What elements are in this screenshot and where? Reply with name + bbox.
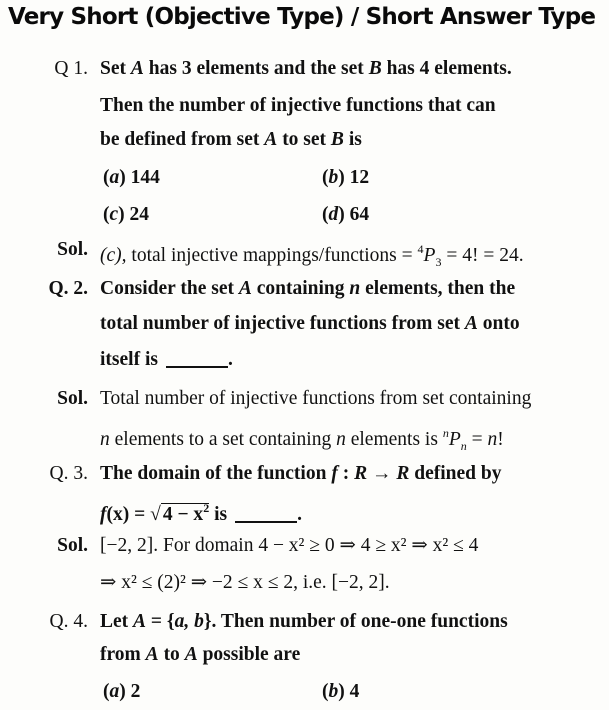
option-b: (b) 4: [322, 681, 360, 702]
q2-label: Q. 2.: [48, 278, 88, 299]
text: has 4 elements.: [381, 58, 512, 79]
answer-blank: [235, 505, 297, 523]
text: total injective mappings/functions =: [131, 245, 418, 266]
text: (c),: [100, 245, 127, 266]
text: B: [368, 58, 382, 79]
text: B: [330, 129, 344, 150]
option-a: (a) 2: [103, 681, 141, 702]
sol-label: Sol.: [57, 535, 88, 556]
answer-blank: [166, 350, 228, 368]
text: to set: [277, 129, 331, 150]
text: Then the number of injective functions that can: [100, 95, 496, 116]
text: A: [264, 129, 278, 150]
text: be defined from set: [100, 129, 265, 150]
text: A: [130, 58, 144, 79]
sol-label: Sol.: [57, 239, 88, 260]
q4-label: Q. 4.: [49, 611, 88, 632]
sol-label: Sol.: [57, 388, 88, 409]
text: has 3 elements and the set: [143, 58, 369, 79]
option-d: (d) 64: [322, 204, 370, 225]
text: Set: [100, 58, 131, 79]
option-a: (a) 144: [103, 167, 160, 188]
option-b: (b) 12: [322, 167, 370, 188]
section-heading: Very Short (Objective Type) / Short Answer Type: [8, 4, 596, 30]
option-c: (c) 24: [103, 204, 150, 225]
q1-label: Q 1.: [54, 58, 88, 79]
text: is: [343, 129, 362, 150]
q3-label: Q. 3.: [49, 463, 88, 484]
